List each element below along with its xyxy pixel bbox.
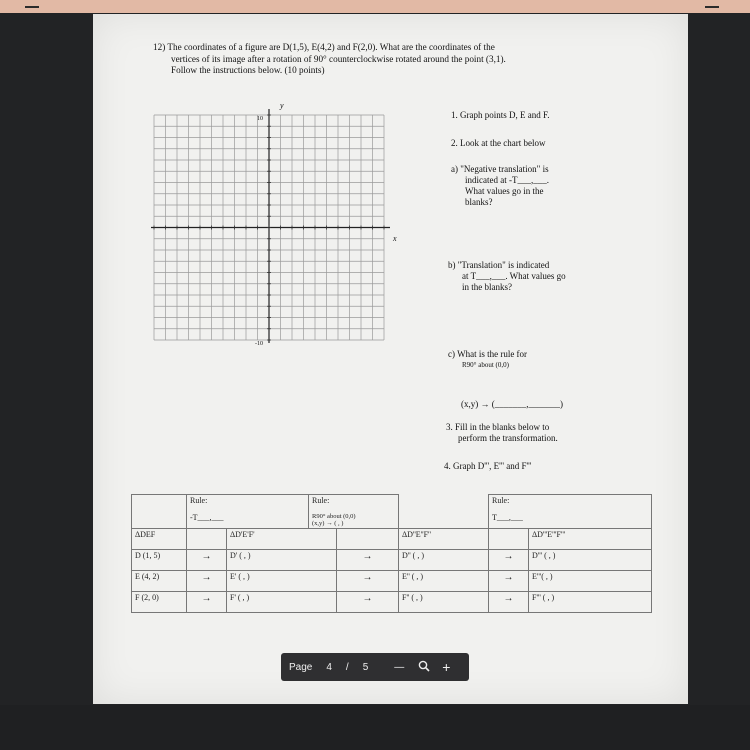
table-row	[132, 592, 652, 613]
arrow-cell: →	[489, 571, 529, 592]
header-d3: ΔD'''E'''F'''	[529, 529, 652, 550]
image-e2: E'' ( , )	[399, 571, 489, 592]
spacer-cell	[399, 495, 489, 529]
rule-1-value: -T___,___	[190, 513, 224, 522]
y-axis-label: y	[280, 101, 284, 110]
step-a-line-3: What values go in the	[465, 186, 544, 196]
page-navigation-bar	[281, 653, 469, 681]
arrow-cell: →	[337, 571, 399, 592]
arrow-cell: →	[187, 550, 227, 571]
step-a-line-4: blanks?	[465, 197, 493, 207]
step-c-line-1: c) What is the rule for	[448, 349, 528, 359]
image-d3: D''' ( , )	[529, 550, 652, 571]
total-pages: 5	[362, 661, 369, 673]
worksheet-page	[93, 14, 688, 704]
step-a-line-1: a) "Negative translation" is	[451, 164, 549, 174]
arrow-cell: →	[489, 592, 529, 613]
rule-3-value: T___,___	[492, 513, 523, 522]
image-d2: D'' ( , )	[399, 550, 489, 571]
zoom-in-button[interactable]: +	[442, 659, 451, 675]
step-3-line-2: perform the transformation.	[458, 433, 558, 443]
step-4: 4. Graph D''', E''' and F'''	[444, 461, 532, 471]
table-row	[132, 550, 652, 571]
step-3-line-1: 3. Fill in the blanks below to	[446, 422, 550, 432]
y-bottom-tick-label: -10	[255, 341, 263, 347]
header-blank-3	[489, 529, 529, 550]
page-label: Page	[289, 661, 313, 673]
step-2: 2. Look at the chart below	[451, 138, 546, 148]
step-b-line-1: b) "Translation" is indicated	[448, 260, 550, 270]
toolbar-mark-left	[25, 0, 39, 8]
image-e3: E'''( , )	[529, 571, 652, 592]
rule-2-value-1: R90° about (0,0)	[312, 513, 356, 520]
problem-line-3: Follow the instructions below. (10 points)	[171, 65, 325, 75]
table-rule-row	[132, 495, 652, 529]
arrow-cell: →	[187, 571, 227, 592]
header-def: ΔDEF	[132, 529, 187, 550]
arrow-cell: →	[187, 592, 227, 613]
orig-e: E (4, 2)	[132, 571, 187, 592]
problem-statement	[153, 42, 583, 77]
image-f3: F''' ( , )	[529, 592, 652, 613]
step-1: 1. Graph points D, E and F.	[451, 110, 550, 120]
x-axis-label: x	[393, 234, 397, 243]
header-d1: ΔD'E'F'	[227, 529, 337, 550]
arrow-cell: →	[337, 592, 399, 613]
arrow-cell: →	[489, 550, 529, 571]
step-b-line-3: in the blanks?	[462, 282, 512, 292]
header-blank-1	[187, 529, 227, 550]
browser-top-strip	[0, 0, 750, 13]
y-top-tick-label: 10	[257, 116, 263, 122]
page-separator: /	[345, 661, 349, 673]
zoom-out-button[interactable]: —	[394, 661, 405, 673]
rule-2-label: Rule:	[312, 496, 330, 505]
rule-2-value-2: (x,y) → ( , )	[312, 520, 344, 527]
step-3	[446, 422, 606, 444]
rule-1-cell	[187, 495, 309, 529]
image-e1: E' ( , )	[227, 571, 337, 592]
coordinate-grid	[149, 101, 399, 350]
rule-3-label: Rule:	[492, 496, 510, 505]
table-header-row	[132, 529, 652, 550]
problem-line-1: 12) The coordinates of a figure are D(1,5), E(4,2) and F(2,0). What are the coordinates of the	[153, 42, 495, 52]
orig-f: F (2, 0)	[132, 592, 187, 613]
image-f1: F' ( , )	[227, 592, 337, 613]
orig-d: D (1, 5)	[132, 550, 187, 571]
step-c-rule: (x,y) → (_______,_______)	[461, 399, 563, 409]
rule-2-cell	[309, 495, 399, 529]
image-f2: F'' ( , )	[399, 592, 489, 613]
toolbar-mark-right	[705, 0, 719, 8]
rule-1-label: Rule:	[190, 496, 208, 505]
transformation-table	[131, 494, 652, 613]
table-row	[132, 571, 652, 592]
rule-3-cell	[489, 495, 652, 529]
table-corner-cell	[132, 495, 187, 529]
step-c	[448, 349, 608, 371]
coordinate-grid-svg	[149, 101, 399, 350]
step-c-line-2: R90° about (0,0)	[462, 361, 509, 369]
step-b	[448, 260, 608, 293]
step-a-line-2: indicated at -T___,___.	[465, 175, 549, 185]
step-b-line-2: at T___,___. What values go	[462, 271, 566, 281]
zoom-icon[interactable]	[418, 660, 430, 675]
current-page[interactable]: 4	[326, 661, 332, 673]
header-d2: ΔD''E''F''	[399, 529, 489, 550]
problem-line-2: vertices of its image after a rotation of 90° counterclockwise rotated around the point (3,1).	[171, 53, 506, 64]
header-blank-2	[337, 529, 399, 550]
arrow-cell: →	[337, 550, 399, 571]
step-a	[451, 164, 601, 208]
background-bottom	[0, 705, 750, 750]
image-d1: D' ( , )	[227, 550, 337, 571]
